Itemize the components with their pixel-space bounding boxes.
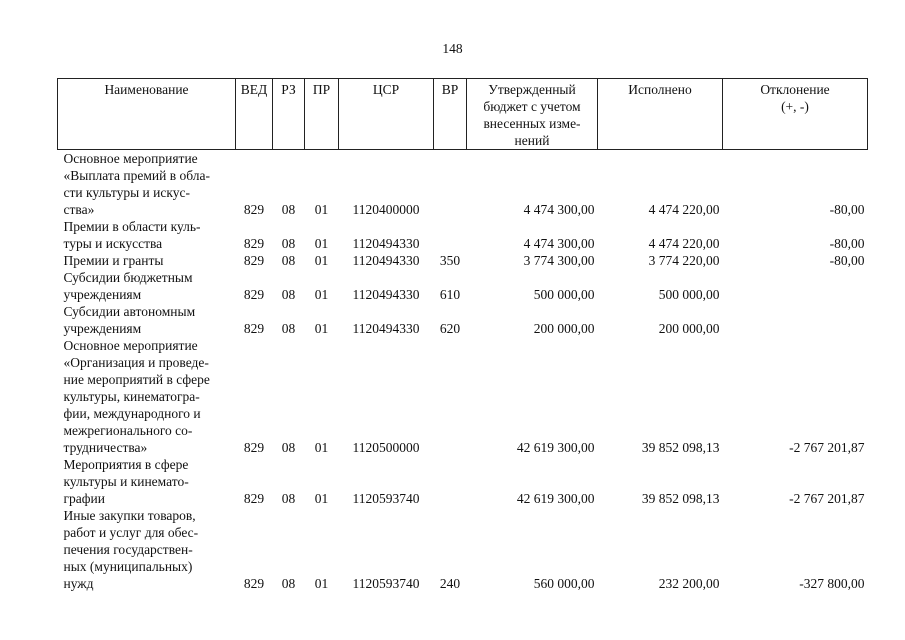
- cell-vr: [434, 456, 467, 507]
- cell-ved: 829: [243, 491, 265, 506]
- budget-table: [57, 78, 868, 592]
- table-row: [58, 507, 868, 592]
- cell-csr: 1120400000: [352, 202, 420, 217]
- header-name: Наименование: [58, 79, 236, 150]
- cell-vr: 350: [439, 253, 461, 268]
- cell-budget: 4 474 300,00: [523, 236, 595, 251]
- cell-csr: 1120494330: [352, 321, 420, 336]
- cell-csr: 1120500000: [352, 440, 420, 455]
- cell-pr: 01: [314, 202, 329, 217]
- cell-pr: 01: [314, 287, 329, 302]
- cell-budget: 3 774 300,00: [523, 253, 595, 268]
- cell-vr: [434, 337, 467, 456]
- table-header-row: [58, 79, 868, 150]
- header-ved: ВЕД: [236, 79, 273, 150]
- cell-budget: 560 000,00: [533, 576, 595, 591]
- cell-budget: 4 474 300,00: [523, 202, 595, 217]
- cell-budget: 42 619 300,00: [516, 440, 595, 455]
- page-number: 148: [442, 41, 463, 56]
- cell-pr: 01: [314, 321, 329, 336]
- cell-name: Субсидии автономным учреждениям: [63, 304, 196, 336]
- cell-name: Иные закупки товаров, работ и услуг для обес- печения государствен- ных (муниципальных) нужд: [63, 508, 199, 591]
- cell-executed: 4 474 220,00: [648, 236, 720, 251]
- cell-executed: 3 774 220,00: [648, 253, 720, 268]
- cell-pr: 01: [314, 440, 329, 455]
- cell-rz: 08: [281, 440, 296, 455]
- header-pr: ПР: [305, 79, 339, 150]
- cell-executed: 232 200,00: [658, 576, 720, 591]
- cell-csr: 1120593740: [352, 576, 420, 591]
- cell-deviation: [723, 303, 868, 337]
- cell-ved: 829: [243, 321, 265, 336]
- cell-rz: 08: [281, 202, 296, 217]
- cell-csr: 1120593740: [352, 491, 420, 506]
- cell-vr: 240: [439, 576, 461, 591]
- cell-budget: 42 619 300,00: [516, 491, 595, 506]
- cell-name: Мероприятия в сфере культуры и кинемато- графии: [63, 457, 189, 506]
- cell-vr: 610: [439, 287, 461, 302]
- cell-deviation: -327 800,00: [799, 576, 865, 591]
- cell-vr: 620: [439, 321, 461, 336]
- cell-rz: 08: [281, 287, 296, 302]
- cell-deviation: -2 767 201,87: [789, 491, 865, 506]
- cell-name: Субсидии бюджетным учреждениям: [63, 270, 193, 302]
- cell-name: Основное мероприятие «Выплата премий в обла- сти культуры и искус- ства»: [63, 151, 210, 217]
- cell-csr: 1120494330: [352, 253, 420, 268]
- table-row: [58, 150, 868, 219]
- header-executed: Исполнено: [598, 79, 723, 150]
- cell-name: Премии в области куль- туры и искусства: [63, 219, 201, 251]
- cell-pr: 01: [314, 576, 329, 591]
- cell-deviation: -2 767 201,87: [789, 440, 865, 455]
- table-row: [58, 303, 868, 337]
- cell-executed: 39 852 098,13: [641, 491, 720, 506]
- header-vr: ВР: [434, 79, 467, 150]
- cell-deviation: -80,00: [829, 253, 865, 268]
- cell-ved: 829: [243, 440, 265, 455]
- cell-executed: 39 852 098,13: [641, 440, 720, 455]
- cell-deviation: -80,00: [829, 236, 865, 251]
- cell-ved: 829: [243, 287, 265, 302]
- cell-budget: 500 000,00: [533, 287, 595, 302]
- header-deviation: Отклонение (+, -): [723, 79, 868, 150]
- cell-rz: 08: [281, 491, 296, 506]
- cell-executed: 200 000,00: [658, 321, 720, 336]
- header-csr: ЦСР: [339, 79, 434, 150]
- cell-ved: 829: [243, 253, 265, 268]
- cell-vr: [434, 150, 467, 219]
- cell-ved: 829: [243, 576, 265, 591]
- cell-budget: 200 000,00: [533, 321, 595, 336]
- cell-deviation: -80,00: [829, 202, 865, 217]
- cell-pr: 01: [314, 236, 329, 251]
- cell-name: Основное мероприятие «Организация и проведе- ние мероприятий в сфере культуры, кинематогра- фии, международного и межрегионального со- трудничества»: [63, 338, 210, 455]
- table-row: [58, 269, 868, 303]
- cell-name: Премии и гранты: [63, 253, 164, 268]
- cell-rz: 08: [281, 576, 296, 591]
- header-budget: Утвержденный бюджет с учетом внесенных изме- нений: [467, 79, 598, 150]
- table-row: [58, 252, 868, 269]
- table-row: [58, 456, 868, 507]
- cell-pr: 01: [314, 491, 329, 506]
- cell-csr: 1120494330: [352, 236, 420, 251]
- cell-csr: 1120494330: [352, 287, 420, 302]
- cell-rz: 08: [281, 321, 296, 336]
- cell-rz: 08: [281, 236, 296, 251]
- cell-ved: 829: [243, 202, 265, 217]
- cell-pr: 01: [314, 253, 329, 268]
- cell-deviation: [723, 269, 868, 303]
- cell-executed: 4 474 220,00: [648, 202, 720, 217]
- cell-vr: [434, 218, 467, 252]
- table-row: [58, 337, 868, 456]
- header-rz: РЗ: [273, 79, 305, 150]
- cell-ved: 829: [243, 236, 265, 251]
- cell-rz: 08: [281, 253, 296, 268]
- table-row: [58, 218, 868, 252]
- cell-executed: 500 000,00: [658, 287, 720, 302]
